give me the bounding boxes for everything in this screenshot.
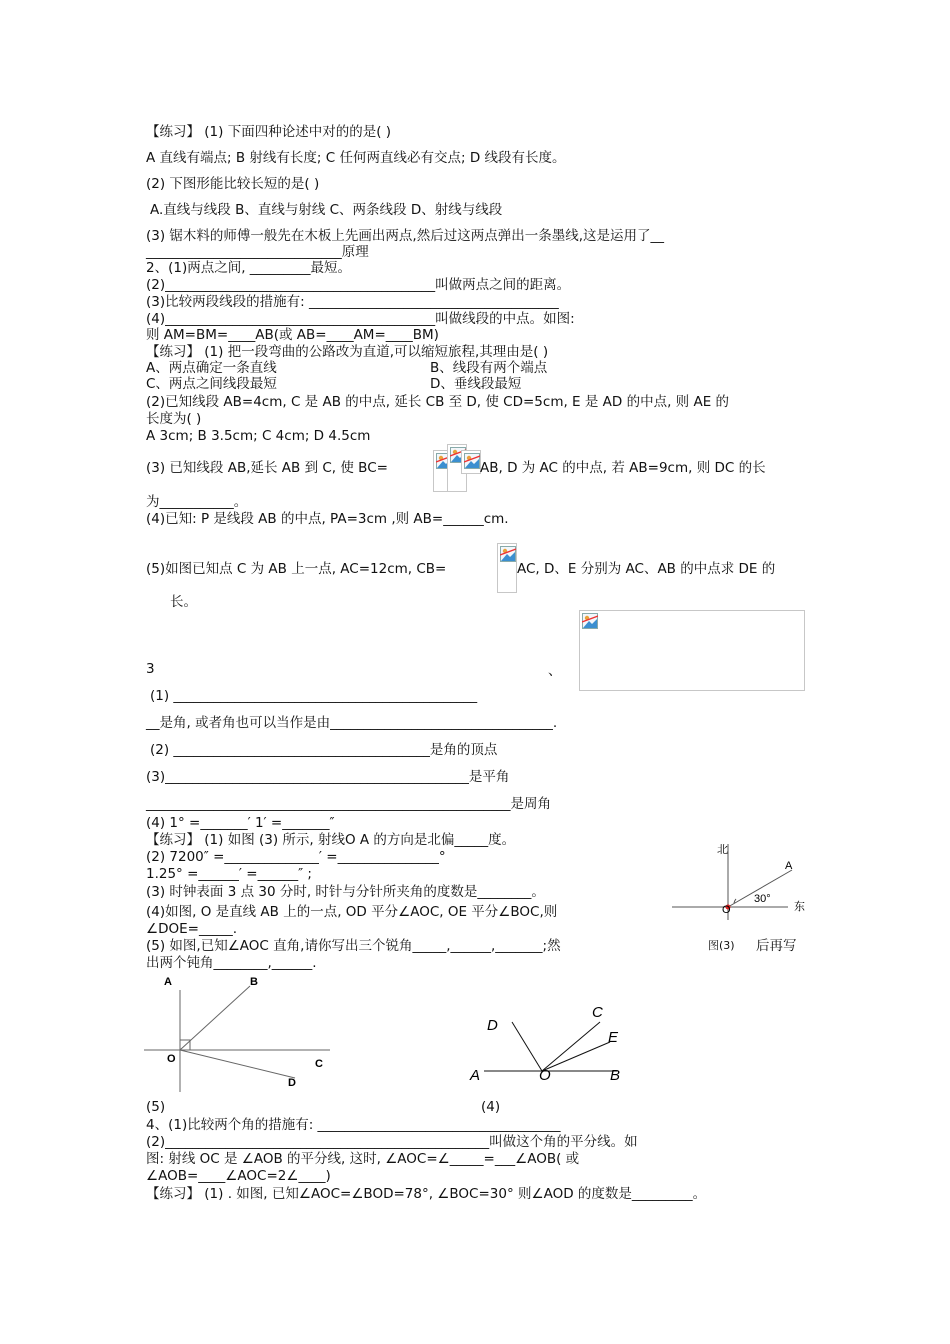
ray-oe	[542, 1042, 610, 1071]
label-a: A	[164, 976, 172, 988]
practice-3-question-start: (3) 已知线段 AB,延长 AB 到 C, 使 BC=	[146, 460, 388, 476]
practice-angle-3: (3) 时钟表面 3 点 30 分时, 时针与分针所夹角的度数是________。	[146, 884, 545, 900]
broken-image-icon	[582, 613, 598, 629]
section-2-item-1: 2、(1)两点之间, _________最短。	[146, 260, 352, 276]
practice-1-option-d: D、垂线段最短	[430, 376, 522, 392]
practice-3-answer: 为___________。	[146, 494, 248, 510]
section-3-item-1-continued: __是角, 或者角也可以当作是由_________________________________.	[146, 715, 558, 731]
section-4-item-1: 4、(1)比较两个角的措施有: ____________________________________	[146, 1117, 561, 1133]
section-3-item-2: (2) ______________________________________是角的顶点	[150, 742, 498, 758]
label-o: O	[167, 1053, 176, 1065]
practice-angle-4: (4)如图, O 是直线 AB 上的一点, OD 平分∠AOC, OE 平分∠BOC,则	[146, 904, 558, 920]
practice-2-options: A 3cm; B 3.5cm; C 4cm; D 4.5cm	[146, 428, 371, 444]
label-c: C	[315, 1058, 323, 1070]
section-4-item-2: (2)________________________________________________叫做这个角的平分线。如	[146, 1134, 638, 1150]
figure-5-angles	[140, 970, 340, 1095]
section-3-item-3: (3)_____________________________________________是平角	[146, 769, 510, 785]
ray-label: A	[785, 860, 793, 872]
label-e: E	[608, 1029, 619, 1046]
practice-5-question-end: AC, D、E 分别为 AC、AB 的中点求 DE 的	[517, 561, 776, 577]
practice-angle-1: 【练习】 (1) 如图 (3) 所示, 射线O A 的方向是北偏_____度。	[146, 832, 516, 848]
figure-4-angles	[462, 998, 632, 1090]
practice-1-option-a: A、两点确定一条直线	[146, 360, 277, 376]
figure-image-placeholder	[579, 610, 805, 691]
practice-angle-2: (2) 7200″ =______________′ =_______________°	[146, 849, 446, 865]
figure-5-caption: (5)	[146, 1099, 166, 1115]
label-b: B	[250, 976, 258, 988]
section-4-item-2-continued: 图: 射线 OC 是 ∠AOB 的平分线, 这时, ∠AOC=∠_____=___∠AOB( 或	[146, 1151, 580, 1167]
exercise-2-options: A.直线与线段 B、直线与射线 C、两条线段 D、射线与线段	[150, 202, 503, 218]
practice-angle-5-tail: 后再写	[756, 938, 797, 954]
practice-3-question-end: AB, D 为 AC 的中点, 若 AB=9cm, 则 DC 的长	[480, 460, 766, 476]
ray-od	[512, 1022, 542, 1071]
section-4-practice-1: 【练习】 (1) . 如图, 已知∠AOC=∠BOD=78°, ∠BOC=30° 则∠AOD 的度数是_________。	[146, 1186, 707, 1202]
east-label: 东	[794, 901, 805, 913]
figure-3-compass	[670, 838, 810, 933]
practice-5-continued: 长。	[170, 594, 197, 610]
practice-angle-4-continued: ∠DOE=_____.	[146, 921, 238, 937]
practice-1-question: 【练习】 (1) 把一段弯曲的公路改为直道,可以缩短旅程,其理由是( )	[146, 344, 549, 360]
ray-oc	[542, 1022, 600, 1071]
exercise-3-continued: _____________________________原理	[146, 244, 369, 260]
practice-1-option-c: C、两点之间线段最短	[146, 376, 277, 392]
practice-angle-5-continued: 出两个钝角________,______.	[146, 955, 317, 971]
midpoint-relation: 则 AM=BM=____AB(或 AB=____AM=____BM)	[146, 327, 439, 343]
section-3-separator: 、	[548, 663, 562, 679]
north-label: 北	[717, 844, 728, 856]
label-a: A	[470, 1067, 481, 1084]
section-2-item-3: (3)比较两段线段的措施有: _____________________________________	[146, 294, 559, 310]
label-b: B	[610, 1067, 621, 1084]
section-2-item-2: (2)________________________________________叫做两点之间的距离。	[146, 277, 571, 293]
label-d: D	[288, 1077, 296, 1089]
section-4-relation: ∠AOB=____∠AOC=2∠____)	[146, 1168, 331, 1184]
section-3-item-4: (4) 1° =_______′ 1′ =_______″	[146, 815, 335, 831]
angle-label: 30°	[754, 893, 771, 905]
broken-image-icon	[500, 546, 516, 562]
exercise-1-options: A 直线有端点; B 射线有长度; C 任何两直线必有交点; D 线段有长度。	[146, 150, 566, 166]
practice-angle-2-continued: 1.25° =______′ =______″ ;	[146, 866, 312, 882]
practice-angle-5: (5) 如图,已知∠AOC 直角,请你写出三个锐角_____,______,_______;然	[146, 938, 561, 954]
section-3-item-3-continued: ______________________________________________________是周角	[146, 796, 551, 812]
exercise-3-question: (3) 锯木料的师傅一般先在木板上先画出两点,然后过这两点弹出一条墨线,这是运用了__	[146, 228, 664, 244]
origin-label: O	[722, 904, 731, 916]
figure-3-caption-text: 图(3)	[708, 939, 735, 952]
practice-2-question: (2)已知线段 AB=4cm, C 是 AB 的中点, 延长 CB 至 D, 使 CD=5cm, E 是 AD 的中点, 则 AE 的	[146, 394, 730, 410]
fraction-image-3	[461, 450, 481, 474]
practice-5-question-start: (5)如图已知点 C 为 AB 上一点, AC=12cm, CB=	[146, 561, 447, 577]
label-c: C	[592, 1004, 603, 1021]
broken-image-icon	[464, 453, 480, 469]
label-d: D	[487, 1017, 498, 1034]
exercise-2-question: (2) 下图形能比较长短的是( )	[146, 176, 320, 192]
exercise-1-title: 【练习】 (1) 下面四种论述中对的的是( )	[146, 124, 392, 140]
practice-1-option-b: B、线段有两个端点	[430, 360, 548, 376]
fraction-image-4	[497, 543, 517, 593]
ray-od	[180, 1050, 295, 1078]
label-o: O	[539, 1067, 551, 1084]
section-3-item-1: (1) _____________________________________________	[150, 688, 478, 704]
practice-4-question: (4)已知: P 是线段 AB 的中点, PA=3cm ,则 AB=______cm.	[146, 511, 509, 527]
practice-2-continued: 长度为( )	[146, 411, 202, 427]
section-2-item-4: (4)________________________________________叫做线段的中点。如图:	[146, 311, 575, 327]
section-3-number: 3	[146, 661, 155, 677]
figure-4-caption: (4)	[481, 1099, 501, 1115]
